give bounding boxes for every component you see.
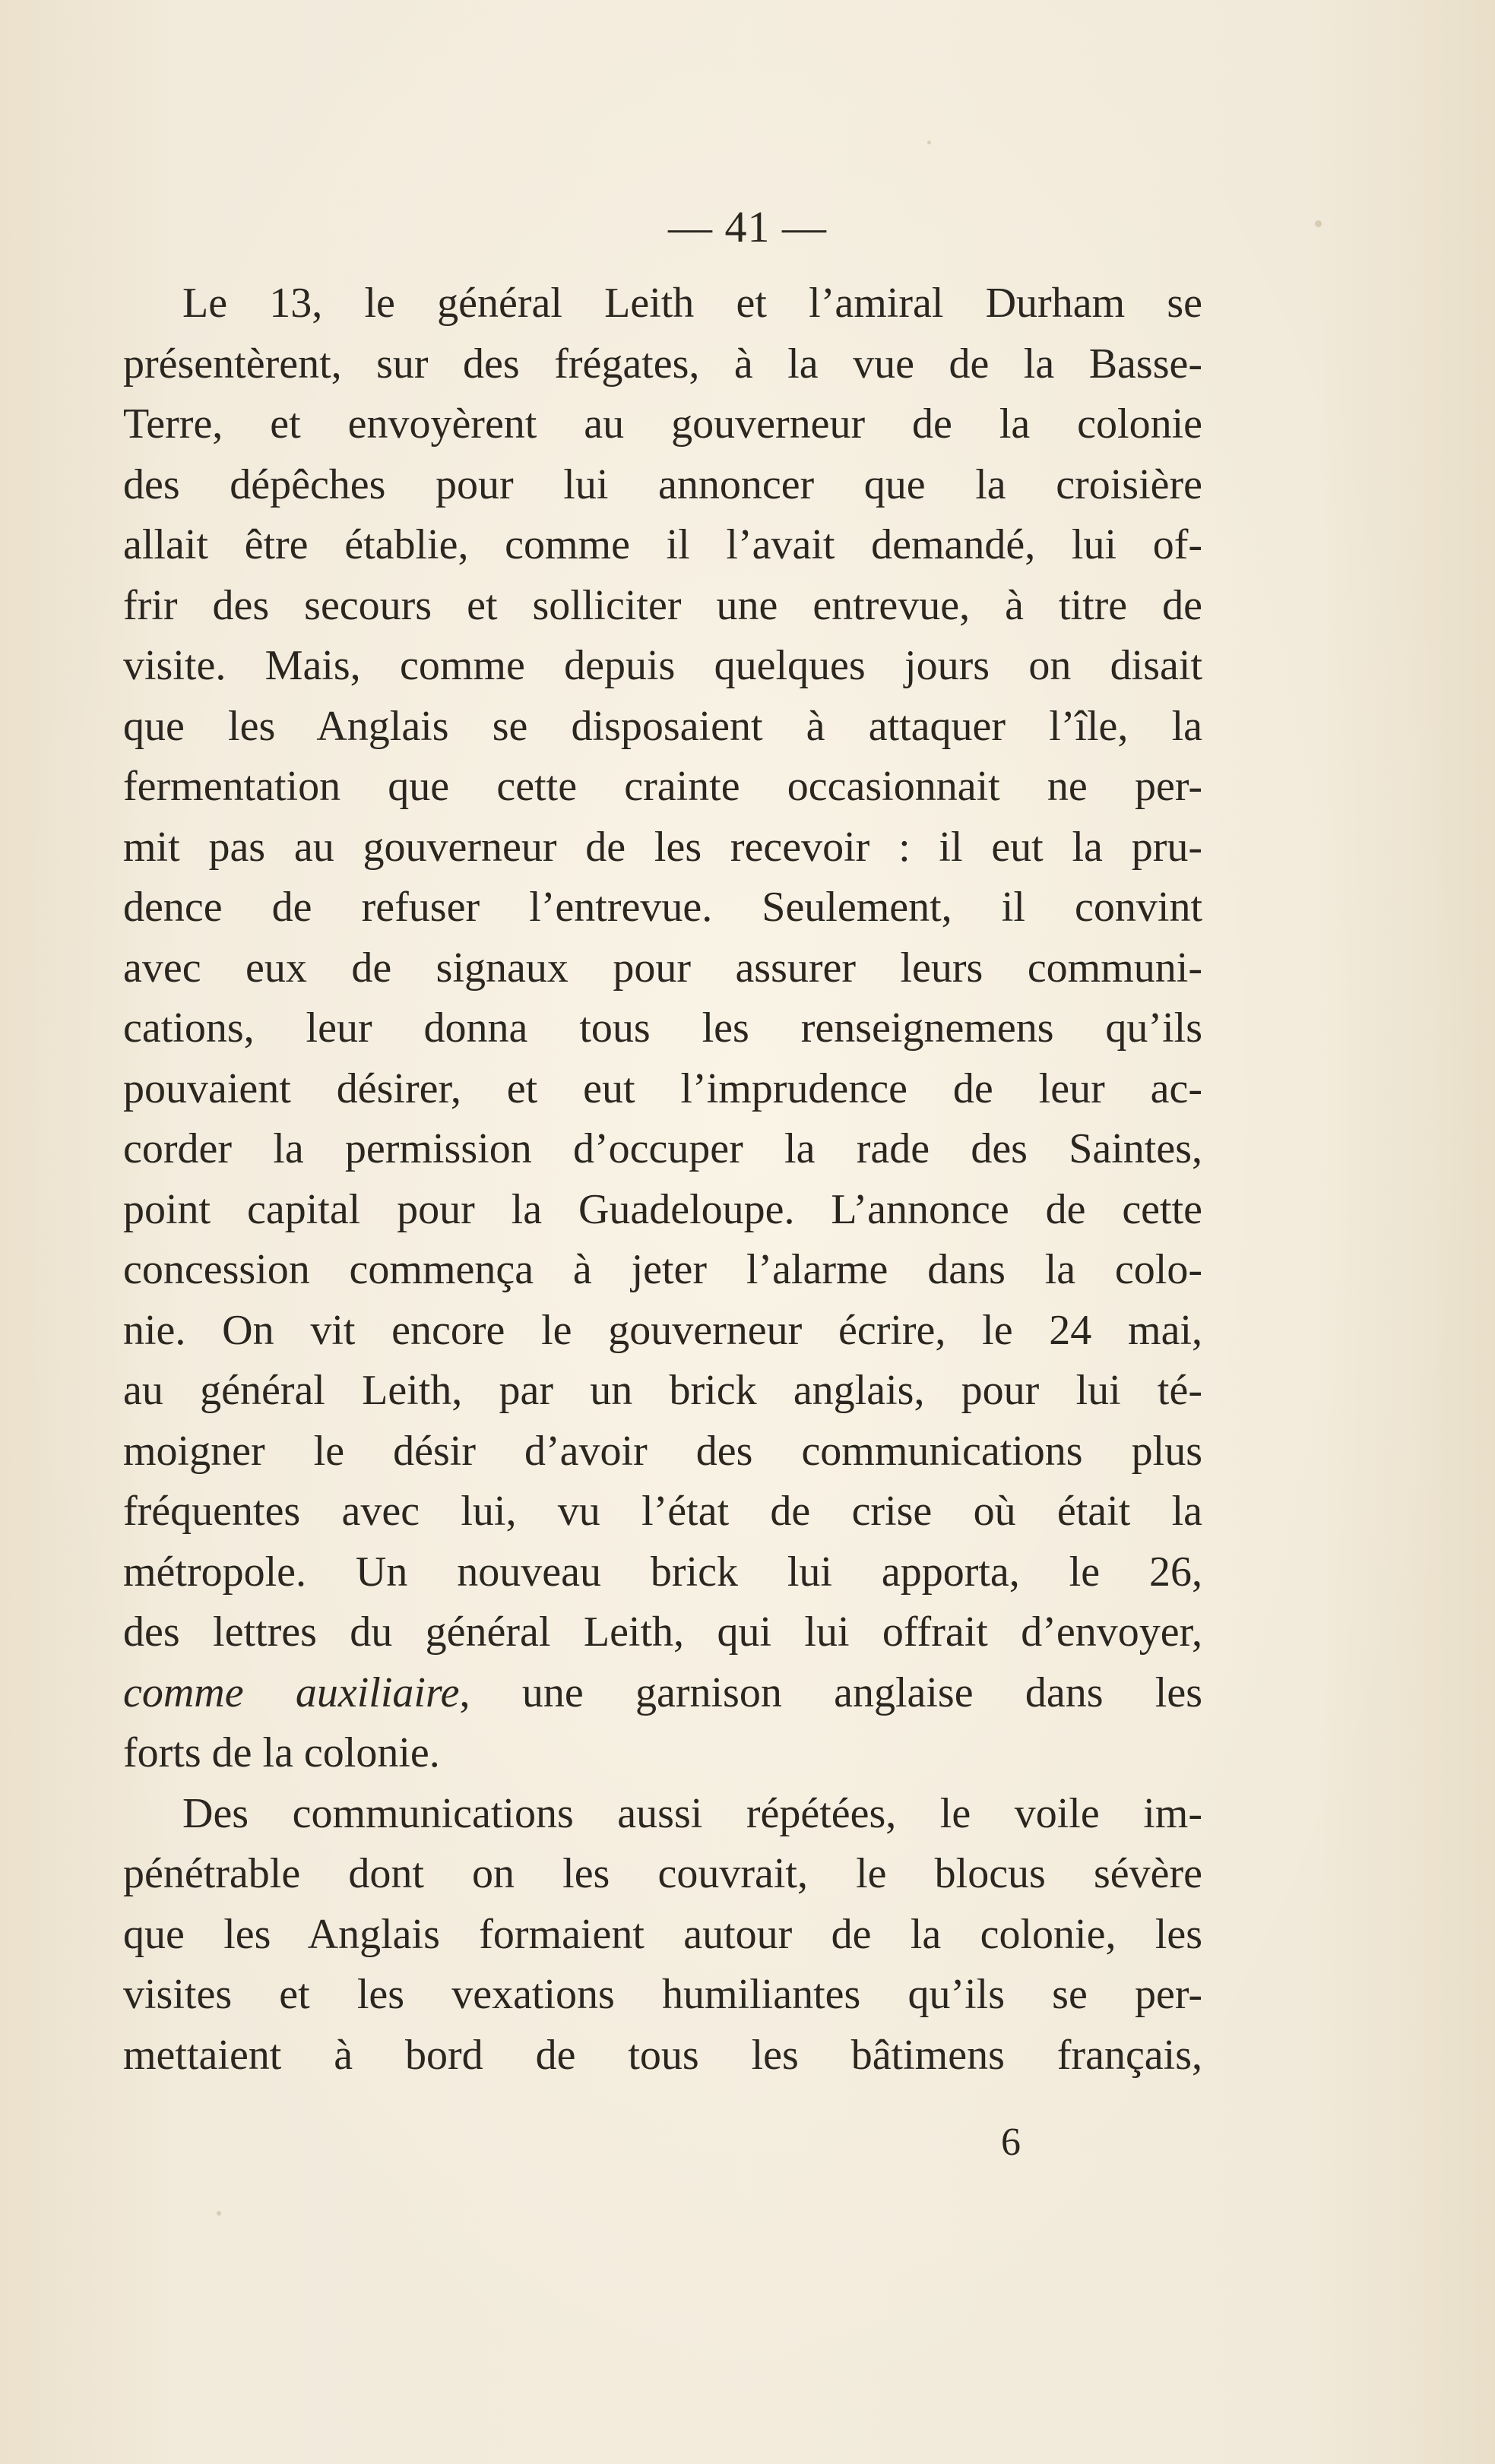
text-line: Terre, et envoyèrent au gouverneur de la colonie [123,400,1202,448]
text-line: fréquentes avec lui, vu l’état de crise où était la [123,1488,1202,1535]
text-line: moigner le désir d’avoir des communications plus [123,1427,1202,1475]
text-line: nie. On vit encore le gouverneur écrire, le 24 mai, [123,1306,1202,1354]
text-line: visites et les vexations humiliantes qu’ils se per- [123,1971,1202,2018]
text-fragment: , une garnison anglaise dans les [459,1668,1202,1716]
paper-fleck [217,2211,221,2216]
paragraph-1 [123,274,1202,1784]
text-line: point capital pour la Guadeloupe. L’annonce de cette [123,1185,1202,1233]
text-line: concession commença à jeter l’alarme dans la colo- [123,1246,1202,1293]
text-line: pénétrable dont on les couvrait, le blocus sévère [123,1850,1202,1897]
paper-fleck [927,141,931,144]
text-line: Le 13, le général Leith et l’amiral Durham se [182,280,1202,327]
text-line: pouvaient désirer, et eut l’imprudence de leur ac- [123,1064,1202,1112]
paragraph-2 [123,1784,1202,2086]
text-line: métropole. Un nouveau brick lui apporta, le 26, [123,1548,1202,1596]
text-line: que les Anglais formaient autour de la colonie, les [123,1910,1202,1958]
body-text [123,274,1202,2086]
text-line: corder la permission d’occuper la rade des Saintes, [123,1125,1202,1172]
text-line: dence de refuser l’entrevue. Seulement, il convint [123,884,1202,931]
text-line: des dépêches pour lui annoncer que la croisière [123,460,1202,508]
text-line: Des communications aussi répétées, le voile im- [182,1789,1202,1837]
text-line: fermentation que cette crainte occasionnait ne per- [123,763,1202,810]
text-line: forts de la colonie. [123,1729,440,1776]
text-line: frir des secours et solliciter une entrevue, à titre de [123,581,1202,629]
text-line: avec eux de signaux pour assurer leurs communi- [123,944,1202,992]
text-line: des lettres du général Leith, qui lui offrait d’envoyer, [123,1608,1202,1656]
text-line: cations, leur donna tous les renseignemens qu’ils [123,1004,1202,1052]
text-line: mettaient à bord de tous les bâtimens français, [123,2031,1202,2079]
text-line: allait être établie, comme il l’avait demandé, lui of- [123,521,1202,568]
page-number-header: — 41 — [668,202,827,251]
signature-mark: 6 [1001,2121,1021,2164]
text-line: visite. Mais, comme depuis quelques jours on disait [123,642,1202,689]
italic-phrase: comme auxiliaire [123,1668,460,1716]
text-line: présentèrent, sur des frégates, à la vue de la Basse- [123,340,1202,387]
text-line: mit pas au gouverneur de les recevoir : il eut la pru- [123,823,1202,871]
text-line-mixed [123,1663,1202,1724]
text-line: au général Leith, par un brick anglais, pour lui té- [123,1367,1202,1414]
text-line: que les Anglais se disposaient à attaquer l’île, la [123,702,1202,750]
